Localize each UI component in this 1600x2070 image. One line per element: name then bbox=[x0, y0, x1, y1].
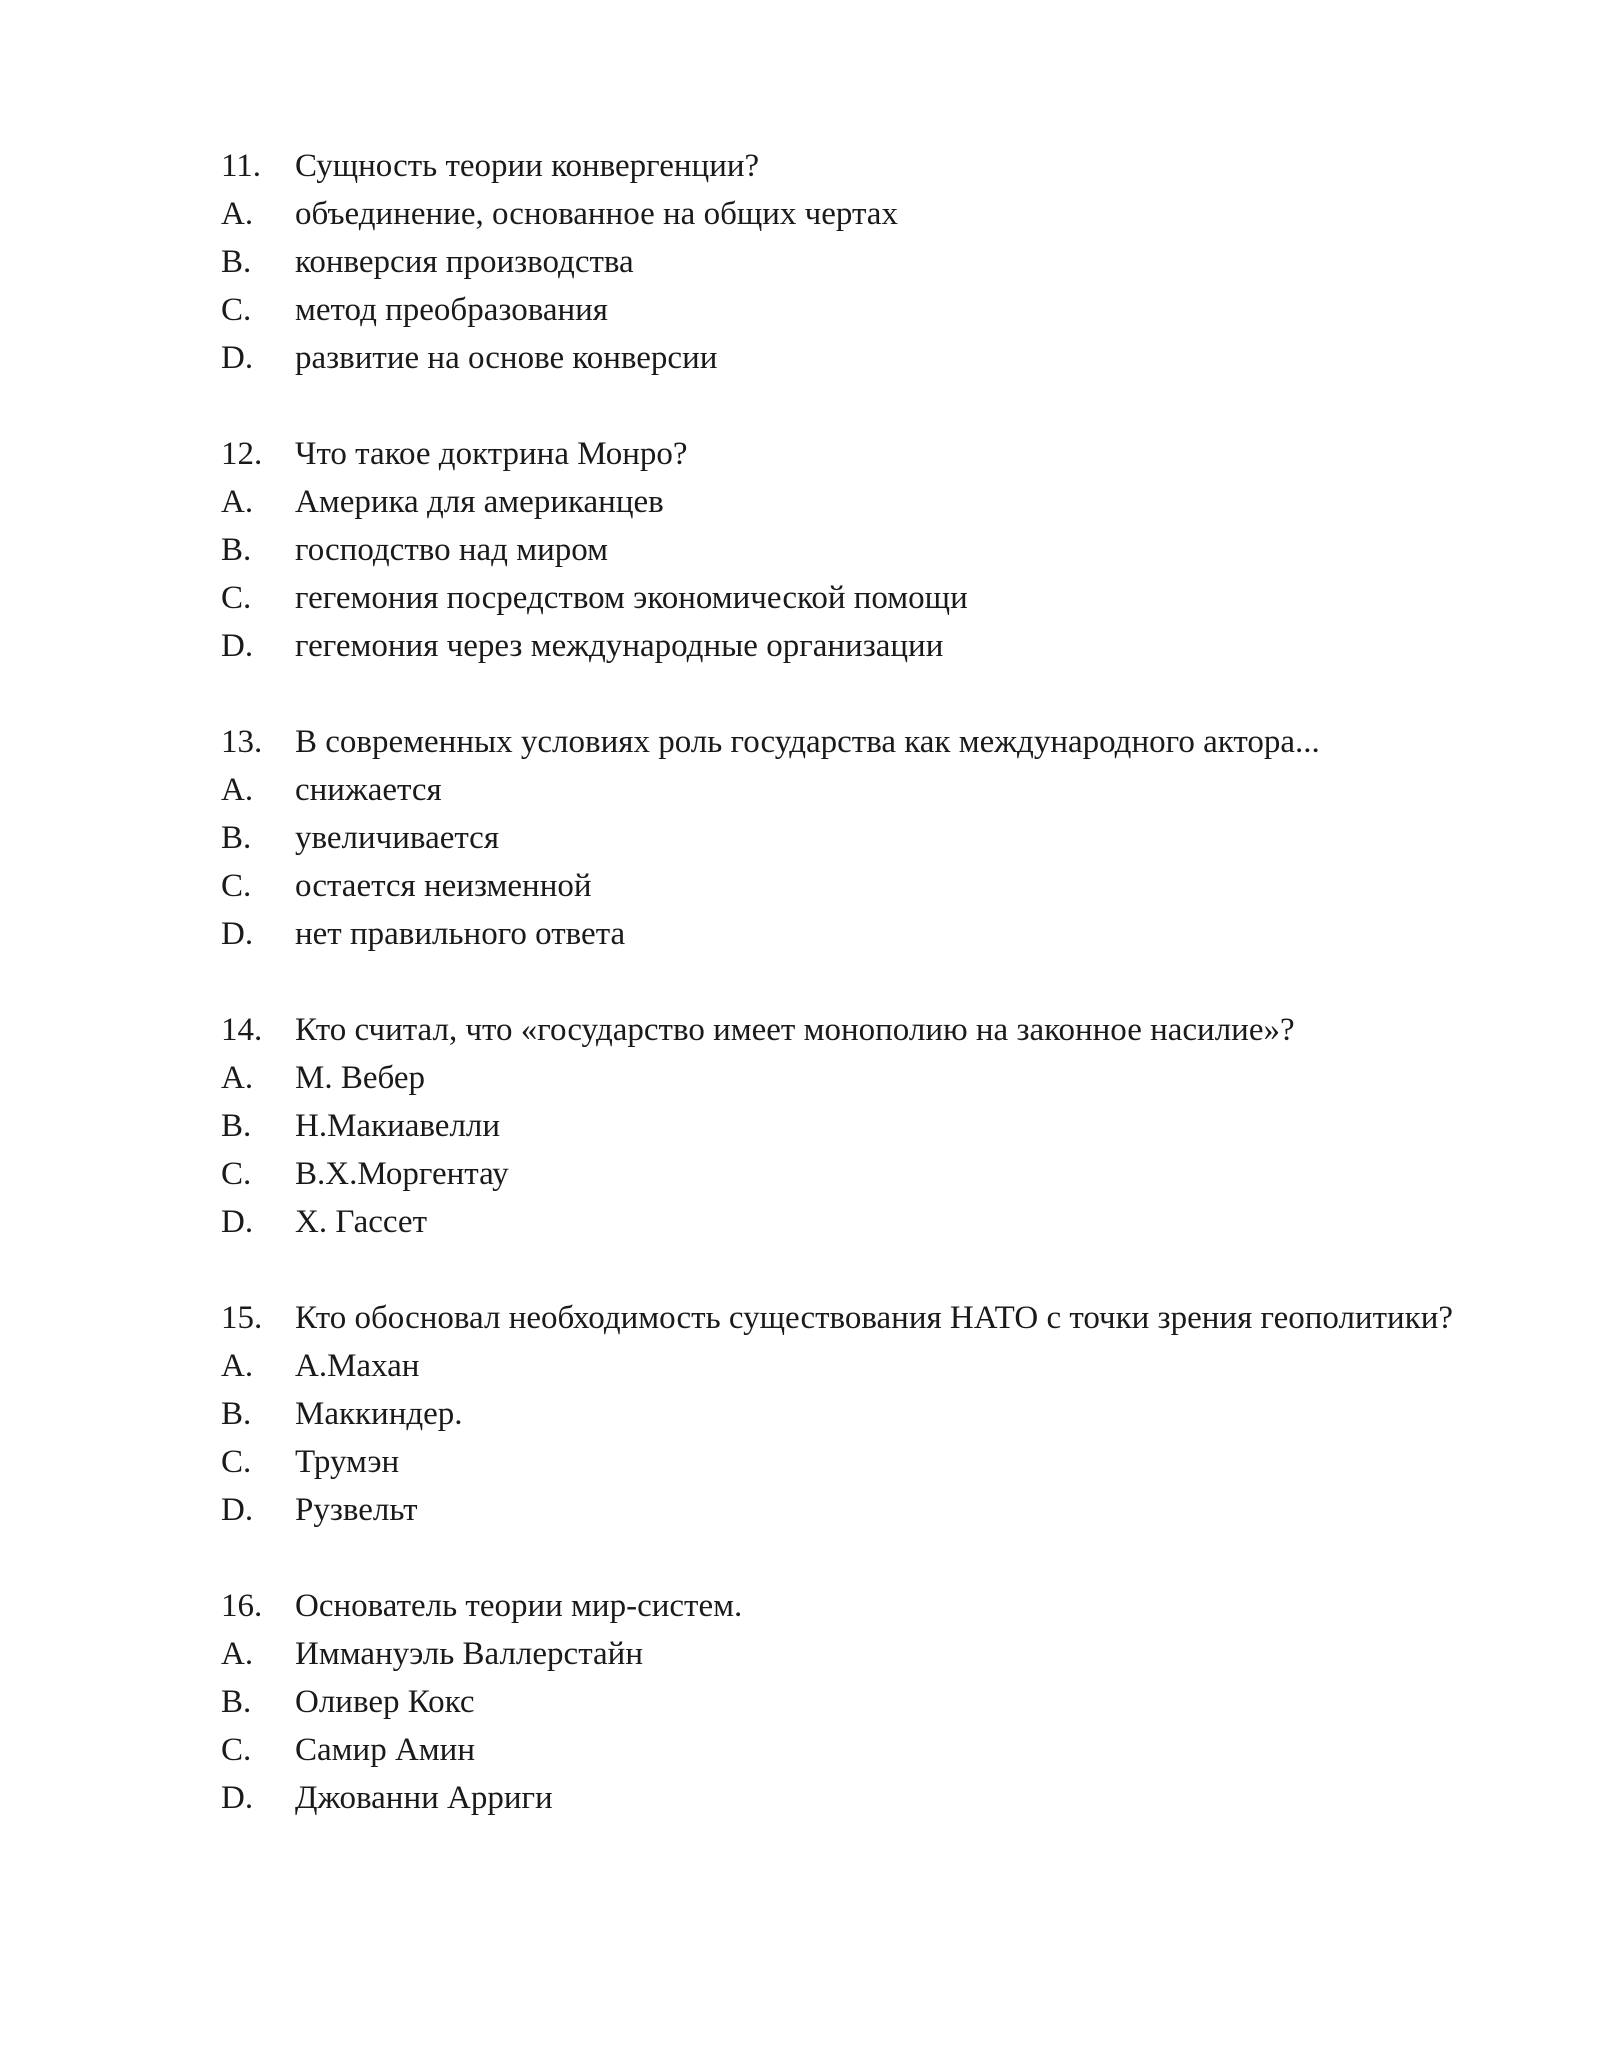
option-a bbox=[221, 190, 1491, 238]
option-letter: B. bbox=[221, 1396, 252, 1432]
question-12 bbox=[221, 430, 1491, 670]
question-text: Что такое доктрина Монро? bbox=[295, 436, 688, 472]
option-letter: C. bbox=[221, 1156, 252, 1192]
question-line bbox=[221, 1006, 1491, 1054]
question-number: 13. bbox=[221, 724, 263, 760]
option-text: Оливер Кокс bbox=[295, 1684, 475, 1720]
question-line bbox=[221, 1294, 1491, 1342]
option-b bbox=[221, 1678, 1491, 1726]
option-text: остается неизменной bbox=[295, 868, 592, 904]
option-c bbox=[221, 1438, 1491, 1486]
option-d bbox=[221, 910, 1491, 958]
question-line bbox=[221, 1582, 1491, 1630]
option-a bbox=[221, 1630, 1491, 1678]
option-a bbox=[221, 766, 1491, 814]
option-letter: A. bbox=[221, 1060, 254, 1096]
option-d bbox=[221, 1486, 1491, 1534]
option-c bbox=[221, 862, 1491, 910]
option-text: Америка для американцев bbox=[295, 484, 664, 520]
option-text: нет правильного ответа bbox=[295, 916, 626, 952]
option-text: Маккиндер. bbox=[295, 1396, 463, 1432]
option-text: Рузвельт bbox=[295, 1492, 418, 1528]
option-text: снижается bbox=[295, 772, 442, 808]
option-text: гегемония через международные организации bbox=[295, 628, 944, 664]
option-text: увеличивается bbox=[295, 820, 500, 856]
question-13 bbox=[221, 718, 1491, 958]
question-line bbox=[221, 718, 1491, 766]
option-letter: D. bbox=[221, 628, 254, 664]
option-b bbox=[221, 1390, 1491, 1438]
option-b bbox=[221, 526, 1491, 574]
question-text: Основатель теории мир-систем. bbox=[295, 1588, 743, 1624]
option-letter: A. bbox=[221, 484, 254, 520]
option-d bbox=[221, 622, 1491, 670]
option-letter: B. bbox=[221, 1684, 252, 1720]
question-number: 15. bbox=[221, 1300, 263, 1336]
option-letter: C. bbox=[221, 868, 252, 904]
question-14 bbox=[221, 1006, 1491, 1246]
option-text: конверсия производства bbox=[295, 244, 634, 280]
option-text: В.Х.Моргентау bbox=[295, 1156, 509, 1192]
option-c bbox=[221, 1150, 1491, 1198]
document-page bbox=[221, 142, 1491, 1870]
option-letter: B. bbox=[221, 532, 252, 568]
option-letter: A. bbox=[221, 196, 254, 232]
question-text: В современных условиях роль государства как международного актора... bbox=[295, 724, 1320, 760]
option-letter: C. bbox=[221, 580, 252, 616]
question-number: 12. bbox=[221, 436, 263, 472]
option-d bbox=[221, 1774, 1491, 1822]
option-letter: D. bbox=[221, 340, 254, 376]
question-text: Кто обосновал необходимость существования НАТО с точки зрения геополитики? bbox=[295, 1300, 1454, 1336]
option-a bbox=[221, 478, 1491, 526]
option-text: господство над миром bbox=[295, 532, 609, 568]
question-16 bbox=[221, 1582, 1491, 1822]
option-c bbox=[221, 1726, 1491, 1774]
question-text: Сущность теории конвергенции? bbox=[295, 148, 760, 184]
option-letter: A. bbox=[221, 772, 254, 808]
question-number: 14. bbox=[221, 1012, 263, 1048]
question-line bbox=[221, 430, 1491, 478]
question-number: 11. bbox=[221, 148, 262, 184]
question-line bbox=[221, 142, 1491, 190]
option-letter: B. bbox=[221, 820, 252, 856]
option-text: метод преобразования bbox=[295, 292, 608, 328]
option-d bbox=[221, 1198, 1491, 1246]
option-text: Джованни Арриги bbox=[295, 1780, 553, 1816]
option-d bbox=[221, 334, 1491, 382]
option-text: Н.Макиавелли bbox=[295, 1108, 501, 1144]
option-letter: B. bbox=[221, 1108, 252, 1144]
question-15 bbox=[221, 1294, 1491, 1534]
option-a bbox=[221, 1342, 1491, 1390]
option-c bbox=[221, 286, 1491, 334]
option-text: гегемония посредством экономической помощи bbox=[295, 580, 968, 616]
question-11 bbox=[221, 142, 1491, 382]
option-letter: C. bbox=[221, 1732, 252, 1768]
option-text: Х. Гассет bbox=[295, 1204, 427, 1240]
option-c bbox=[221, 574, 1491, 622]
option-letter: D. bbox=[221, 916, 254, 952]
option-text: развитие на основе конверсии bbox=[295, 340, 718, 376]
option-letter: D. bbox=[221, 1204, 254, 1240]
option-letter: A. bbox=[221, 1636, 254, 1672]
question-text: Кто считал, что «государство имеет монополию на законное насилие»? bbox=[295, 1012, 1295, 1048]
option-letter: D. bbox=[221, 1492, 254, 1528]
option-text: Самир Амин bbox=[295, 1732, 475, 1768]
option-text: Иммануэль Валлерстайн bbox=[295, 1636, 643, 1672]
option-b bbox=[221, 238, 1491, 286]
option-b bbox=[221, 1102, 1491, 1150]
option-text: Трумэн bbox=[295, 1444, 400, 1480]
option-text: объединение, основанное на общих чертах bbox=[295, 196, 898, 232]
option-letter: C. bbox=[221, 292, 252, 328]
option-text: М. Вебер bbox=[295, 1060, 426, 1096]
option-letter: B. bbox=[221, 244, 252, 280]
option-text: А.Махан bbox=[295, 1348, 420, 1384]
option-a bbox=[221, 1054, 1491, 1102]
option-b bbox=[221, 814, 1491, 862]
option-letter: A. bbox=[221, 1348, 254, 1384]
question-number: 16. bbox=[221, 1588, 263, 1624]
option-letter: D. bbox=[221, 1780, 254, 1816]
option-letter: C. bbox=[221, 1444, 252, 1480]
